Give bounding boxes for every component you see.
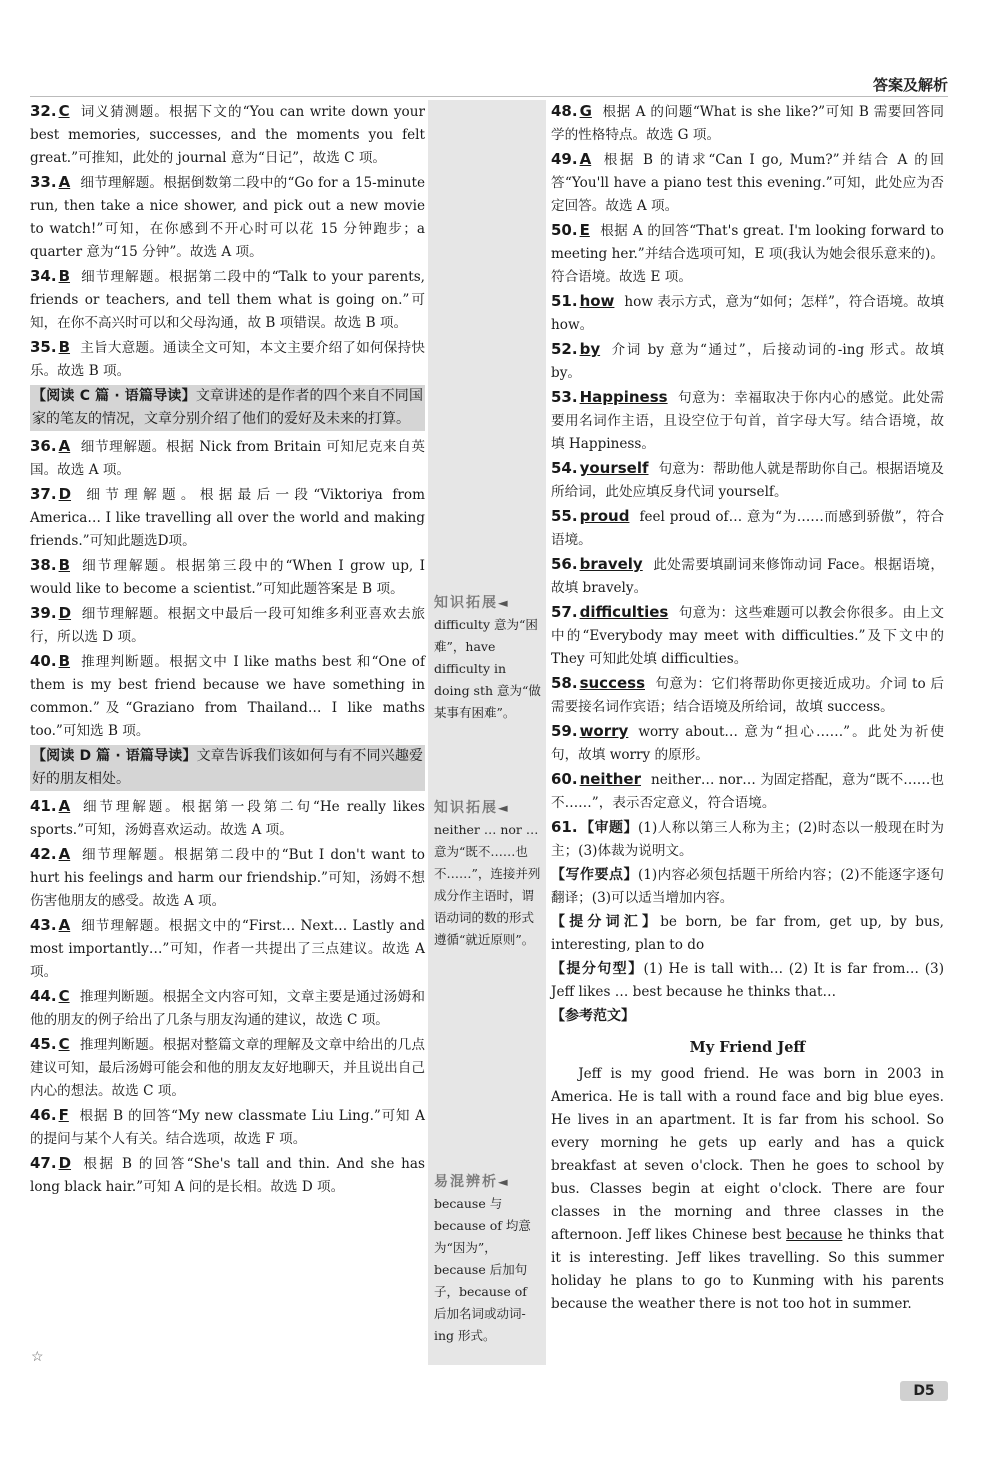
answer-key: success [579, 674, 645, 692]
answer-key: by [579, 340, 601, 358]
explanation-text: 词义猜测题。根据下文的“You can write down your best memories, successes, and the moments you felt great.”可推知，此处的 journal 意为“日记”，故选 C 项。 [30, 104, 425, 166]
explanation-text: worry about… 意为“担心……”。此处为祈使句，故填 worry 的原形。 [551, 724, 944, 763]
side-note-2 [434, 797, 542, 951]
explanation-text: 主旨大意题。通读全文可知，本文主要介绍了如何保持快乐。故选 B 项。 [30, 340, 425, 379]
question-number: 40. [30, 652, 57, 670]
reading-guide [30, 385, 425, 431]
explanation-text: 推理判断题。根据全文内容可知，文章主要是通过汤姆和他的朋友的例子给出了几条与朋友沟通的建议，故选 C 项。 [30, 989, 425, 1028]
answer-entry [30, 483, 425, 553]
answer-entry [30, 602, 425, 649]
answer-key: D [58, 485, 72, 503]
question-number: 51. [551, 292, 578, 310]
explanation-text: 根据 A 的问题“What is she like?”可知 B 需要回答同学的性格特点。故选 G 项。 [551, 104, 944, 143]
header-rule [30, 96, 948, 97]
answer-entry [30, 985, 425, 1032]
star-mark: ☆ [31, 1349, 44, 1365]
page-header-title: 答案及解析 [872, 76, 948, 94]
answer-entry [551, 553, 944, 600]
explanation-text: 根据 B 的请求“Can I go, Mum?”并结合 A 的回答“You'll have a piano test this evening.”可知，此处应为否定回答。故选 A 项。 [551, 152, 944, 214]
answer-key: B [58, 652, 71, 670]
explanation-text: 此处需要填副词来修饰动词 Face。根据语境，故填 bravely。 [551, 557, 944, 596]
answer-key: B [58, 267, 71, 285]
side-note-title: 知识拓展 [434, 595, 498, 611]
answer-key: proud [579, 507, 630, 525]
side-note-title: 易混辨析 [434, 1174, 498, 1190]
answer-entry [30, 1033, 425, 1103]
answer-key: A [58, 845, 71, 863]
answer-key: C [58, 987, 70, 1005]
answer-entry [30, 1152, 425, 1199]
side-note-text: difficulty 意为“困难”，have difficulty in doing sth 意为“做某事有困难”。 [434, 617, 541, 720]
arrow-left-icon: ◄ [498, 595, 508, 610]
question-number: 35. [30, 338, 57, 356]
answer-entry [30, 100, 425, 170]
explanation-text: 介词 by 意为“通过”，后接动词的-ing 形式。故填 by。 [551, 342, 944, 381]
arrow-left-icon: ◄ [498, 800, 508, 815]
guide-text: 文章告诉我们该如何与有不同兴趣爱好的朋友相处。 [32, 748, 424, 787]
question-number: 48. [551, 102, 578, 120]
question-number: 54. [551, 459, 578, 477]
explanation-text: 句意为：它们将帮助你更接近成功。介词 to 后需要接名词作宾语；结合语境及所给词，故填 success。 [551, 676, 944, 715]
answer-entry [30, 650, 425, 743]
answer-key: B [58, 338, 71, 356]
answer-entry [551, 505, 944, 552]
question-number: 50. [551, 221, 578, 239]
side-note-text: because 与 because of 均意为“因为”，because 后加句子，because of 后加名词或动词-ing 形式。 [434, 1196, 531, 1343]
question-number: 53. [551, 388, 578, 406]
answer-key: D [58, 604, 72, 622]
answer-entry [551, 457, 944, 504]
answer-key: difficulties [579, 603, 669, 621]
page-number: D5 [900, 1381, 948, 1401]
question-number: 61. [551, 818, 578, 836]
side-note-text: neither … nor … 意为“既不……也不……”，连接并列成分作主语时，谓语动词的数的形式遵循“就近原则”。 [434, 822, 541, 947]
explanation-text: 细节理解题。根据第一段第二句“He really likes sports.”可知，汤姆喜欢运动。故选 A 项。 [30, 799, 425, 838]
question-number: 39. [30, 604, 57, 622]
side-note-header [434, 797, 542, 819]
side-note-1 [434, 592, 542, 724]
essay-body: Jeff is my good friend. He was born in 2003 in America. He is tall with a round face and big blue eyes. He lives in an apartment. It is far from his school. So every morning he gets up early and has a quick breakfast at seven o'clock. Then he goes to school by bus. Classes begin at eight o'clock. There are four classes in the morning and three classes in the afternoon. Jeff likes Chinese best because he thinks that it is interesting. Jeff likes travelling. So this summer holiday he plans to go to Kunming with his parents because the weather there is not too hot in summer. [551, 1066, 944, 1312]
answer-key: Happiness [579, 388, 668, 406]
answer-entry [30, 435, 425, 482]
answer-entry [551, 720, 944, 767]
essay-underlined-word: because [786, 1227, 843, 1243]
writing-section [551, 958, 944, 1004]
answer-key: B [58, 556, 71, 574]
question-number: 41. [30, 797, 57, 815]
answer-entry [551, 338, 944, 385]
section-text: be born, be far from, get up, by bus, interesting, plan to do [551, 914, 944, 953]
question-number: 46. [30, 1106, 57, 1124]
writing-section [551, 816, 944, 863]
answer-entry [30, 795, 425, 842]
answer-entry [30, 265, 425, 335]
explanation-text: 句意为：幸福取决于你内心的感觉。此处需要用名词作主语，且设空位于句首，首字母大写。结合语境，故填 Happiness。 [551, 390, 944, 452]
explanation-text: feel proud of… 意为“为……而感到骄傲”，符合语境。 [551, 509, 944, 548]
section-text: (1)内容必须包括题干所给内容；(2)不能逐字逐句翻译；(3)可以适当增加内容。 [551, 867, 945, 906]
explanation-text: 根据 B 的回答“She's tall and thin. And she has long black hair.”可知 A 问的是长相。故选 D 项。 [30, 1156, 425, 1195]
answer-entry [551, 290, 944, 337]
answer-key: yourself [579, 459, 649, 477]
explanation-text: 细节理解题。根据文中最后一段可知维多利亚喜欢去旅行，所以选 D 项。 [30, 606, 425, 645]
explanation-text: 句意为：帮助他人就是帮助你自己。根据语境及所给词，此处应填反身代词 yourself。 [551, 461, 944, 500]
question-number: 47. [30, 1154, 57, 1172]
question-number: 43. [30, 916, 57, 934]
question-number: 59. [551, 722, 578, 740]
section-tag: 【提分句型】 [551, 961, 644, 977]
answer-key: A [579, 150, 592, 168]
writing-section [551, 864, 944, 910]
explanation-text: 推理判断题。根据对整篇文章的理解及文章中给出的几点建议可知，最后汤姆可能会和他的朋友友好地聊天，并且说出自己内心的想法。故选 C 项。 [30, 1037, 425, 1099]
answer-entry [551, 219, 944, 289]
answer-entry [30, 914, 425, 984]
answer-key: worry [579, 722, 629, 740]
answer-key: D [58, 1154, 72, 1172]
answer-key: neither [579, 770, 641, 788]
question-number: 32. [30, 102, 57, 120]
reading-guide [30, 745, 425, 791]
answer-entry [30, 554, 425, 601]
writing-section [551, 911, 944, 957]
question-number: 52. [551, 340, 578, 358]
answer-entry [551, 672, 944, 719]
answer-entry [551, 148, 944, 218]
explanation-text: how 表示方式，意为“如何；怎样”，符合语境。故填 how。 [551, 294, 944, 333]
section-text: (1)人称以第三人称为主；(2)时态以一般现在时为主；(3)体裁为说明文。 [551, 820, 944, 859]
answer-entry [551, 768, 944, 815]
question-number: 56. [551, 555, 578, 573]
answer-key: A [58, 173, 71, 191]
section-tag: 【审题】 [579, 820, 638, 836]
guide-label: 【阅读 C 篇 · 语篇导读】 [32, 388, 196, 404]
answer-entry [30, 1104, 425, 1151]
answer-key: C [58, 102, 70, 120]
section-tag: 【提分词汇】 [551, 914, 661, 930]
question-number: 55. [551, 507, 578, 525]
question-number: 34. [30, 267, 57, 285]
answer-entry [551, 100, 944, 147]
answer-key: A [58, 797, 71, 815]
side-note-header [434, 1171, 542, 1193]
guide-text: 文章讲述的是作者的四个来自不同国家的笔友的情况，文章分别介绍了他们的爱好及未来的打算。 [32, 388, 424, 427]
answer-key: how [579, 292, 615, 310]
explanation-text: 根据 B 的回答“My new classmate Liu Ling.”可知 A 的提问与某个人有关。结合选项，故选 F 项。 [30, 1108, 425, 1147]
answer-key: A [58, 437, 71, 455]
essay-title: My Friend Jeff [689, 1039, 806, 1056]
guide-label: 【阅读 D 篇 · 语篇导读】 [32, 748, 197, 764]
explanation-text: 细节理解题。根据第二段中的“But I don't want to hurt his feelings and harm our friendship.”可知，汤姆不想伤害他朋友的感受。故选 A 项。 [30, 847, 425, 909]
answer-key: F [58, 1106, 69, 1124]
side-note-title: 知识拓展 [434, 800, 498, 816]
question-number: 45. [30, 1035, 57, 1053]
section-tag: 【写作要点】 [551, 867, 638, 883]
explanation-text: 细节理解题。根据 Nick from Britain 可知尼克来自英国。故选 A 项。 [30, 439, 425, 478]
arrow-left-icon: ◄ [498, 1174, 508, 1189]
side-note-header [434, 592, 542, 614]
side-note-3 [434, 1171, 542, 1347]
answer-key: E [579, 221, 590, 239]
explanation-text: neither… nor… 为固定搭配，意为“既不……也不……”，表示否定意义，符合语境。 [551, 772, 944, 811]
answer-entry [551, 601, 944, 671]
question-number: 37. [30, 485, 57, 503]
explanation-text: 句意为：这些难题可以教会你很多。由上文中的“Everybody may meet with difficulties.”及下文中的 They 可知此处填 difficulties。 [551, 605, 944, 667]
section-tag: 【参考范文】 [551, 1008, 635, 1024]
explanation-text: 根据 A 的回答“That's great. I'm looking forward to meeting her.”并结合选项可知，E 项(我认为她会很乐意来的)。符合语境。故选 E 项。 [551, 223, 944, 285]
answer-entry [30, 171, 425, 264]
answer-entry [30, 336, 425, 383]
answer-key: C [58, 1035, 70, 1053]
question-number: 49. [551, 150, 578, 168]
right-column [551, 100, 944, 1316]
answer-entry [30, 843, 425, 913]
question-number: 58. [551, 674, 578, 692]
answer-entry [551, 386, 944, 456]
explanation-text: 细节理解题。根据第二段中的“Talk to your parents, friends or teachers, and tell them what is going on.”可知，在你不高兴时可以和父母沟通，故 B 项错误。故选 B 项。 [30, 269, 425, 331]
question-number: 42. [30, 845, 57, 863]
question-number: 33. [30, 173, 57, 191]
question-number: 57. [551, 603, 578, 621]
explanation-text: 推理判断题。根据文中 I like maths best 和“One of them is my best friend because we have something in common.”及“Graziano from Thailand… I like maths too.”可知选 B 项。 [30, 654, 425, 739]
question-number: 36. [30, 437, 57, 455]
question-number: 44. [30, 987, 57, 1005]
answer-key: bravely [579, 555, 643, 573]
answer-key: A [58, 916, 71, 934]
explanation-text: 细节理解题。根据第三段中的“When I grow up, I would like to become a scientist.”可知此题答案是 B 项。 [30, 558, 425, 597]
explanation-text: 细节理解题。根据倒数第二段中的“Go for a 15-minute run, then take a nice shower, and pick out a new movie to watch!”可知，在你感到不开心时可以花 15 分钟跑步；a quarter 意为“15 分钟”。故选 A 项。 [30, 175, 425, 260]
section-text: (1) He is tall with… (2) It is far from… (3) Jeff likes … best because he thinks that… [551, 961, 944, 1000]
writing-section [551, 1005, 944, 1028]
explanation-text: 细节理解题。根据文中的“First… Next… Lastly and most importantly…”可知，作者一共提出了三点建议。故选 A 项。 [30, 918, 425, 980]
answer-key: G [579, 102, 592, 120]
question-number: 38. [30, 556, 57, 574]
left-column [30, 100, 425, 1200]
explanation-text: 细节理解题。根据最后一段“Viktoriya from America… I like travelling all over the world and making friends.”可知此题选D项。 [30, 487, 425, 549]
question-number: 60. [551, 770, 578, 788]
